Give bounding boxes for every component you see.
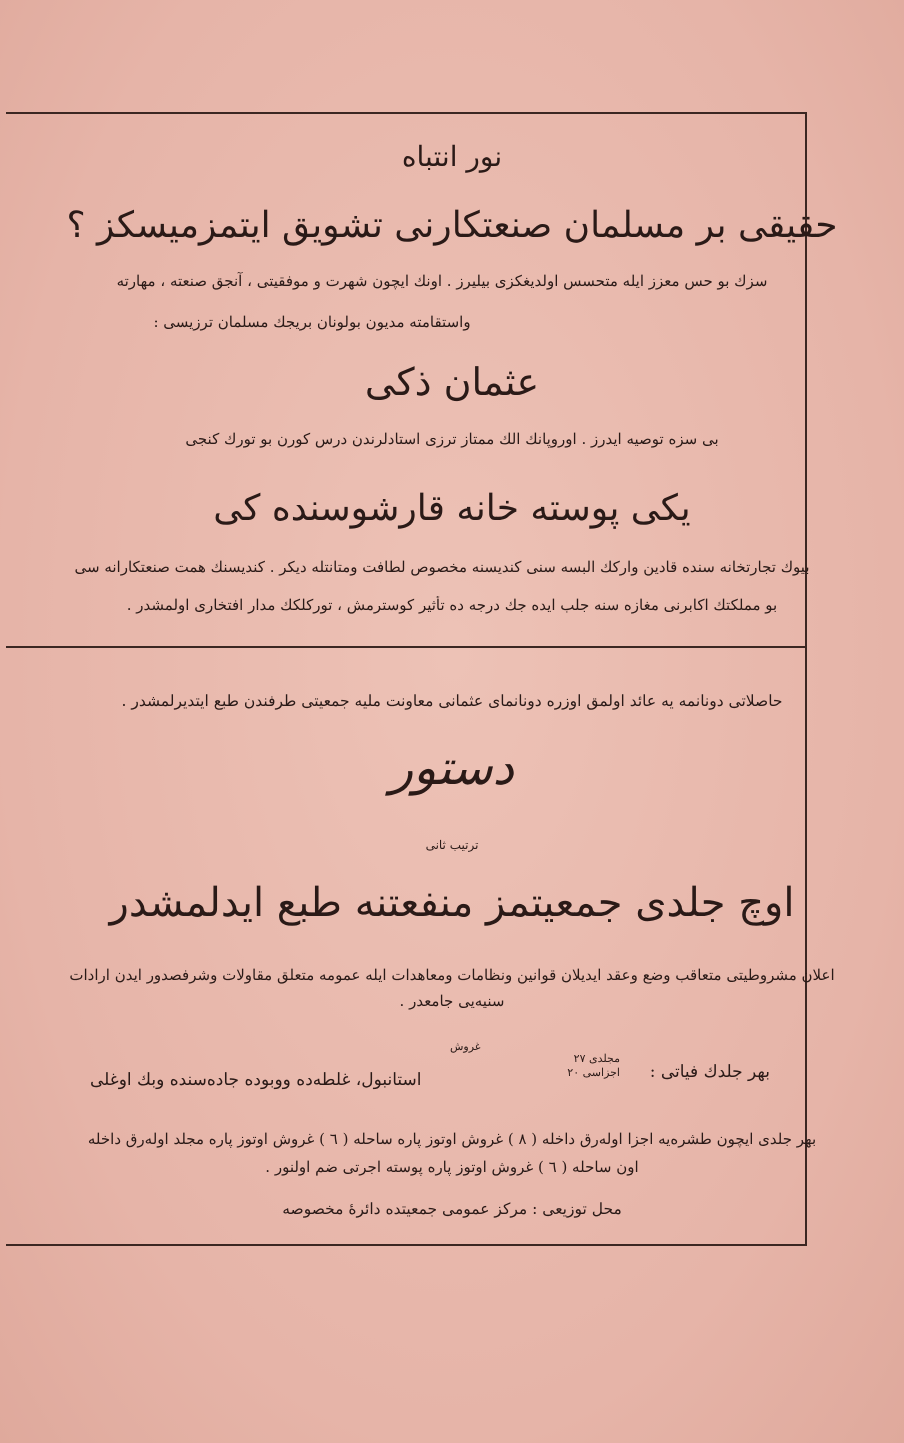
distribution-line: محل توزیعی : مركز عمومی جمعیتده دائرهٔ مخصوصه xyxy=(282,1200,622,1218)
ad-paragraph-line-1: سزك بو حس معزز ایله متحسس اولدیغكزی بیلیرز . اونك ایچون شهرت و موفقیتی ، آنجق صنعته ، مهارته xyxy=(116,272,768,290)
ad-heading: نور انتباه xyxy=(401,140,503,173)
price-bound: مجلدی ٢٧ xyxy=(573,1052,620,1065)
publisher-intro: حاصلاتی دونانمه‌ یه عائد اولمق اوزره دونانمای عثمانی معاونت ملیه جمعیتی طرفندن طبع ایتدیرلمشدر . xyxy=(121,692,783,710)
volumes-headline: اوچ جلدی جمعیتمز منفعتنه طبع ایدلمشدر xyxy=(109,880,795,926)
address-headline: یكی پوسته خانه قارشوسنده كی xyxy=(213,488,691,529)
recommendation-line: بی سزه توصیه ایدرز . اوروپانك الك ممتاز ترزی استادلرندن درس كورن بو تورك كنجی xyxy=(185,430,719,448)
ad-paragraph-line-2: واستقامته مدیون بولونان بریجك مسلمان ترزیسی : xyxy=(153,313,471,331)
price-label: بهر جلدك فیاتی : xyxy=(649,1062,770,1082)
price-values xyxy=(567,1052,620,1080)
store-address: استانبول، غلطه‌ده ووبوده جاده‌سنده وبك اوغلی xyxy=(90,1070,422,1090)
ad-paragraph2-line-1: بیوك تجارتخانه سنده قادین واركك البسه سنی كنديسنه مخصوص لطافت ومتانتله دیكر . كندیسنك همت صنعتكارانه سی xyxy=(74,558,810,576)
price-row xyxy=(90,1040,770,1102)
ad-paragraph2-line-2: بو مملكتك اكابرنی مغازه سنه جلب ایده جك درجه ده تأثیر كوسترمش ، توركلكك مدار افتخاری اولمشدر . xyxy=(126,596,778,614)
book-title-calligraphy: دستور xyxy=(389,740,515,796)
description-line-1: اعلان مشروطیتی متعاقب وضع وعقد ایدیلان قوانین ونظامات ومعاهدات ایله عمومه متعلق مقاولات وشرفصدور ایدن ارادات xyxy=(69,966,835,984)
kurus-label: غروش xyxy=(450,1040,481,1053)
edition-label: ترتیب ثانی xyxy=(425,838,479,852)
section-divider xyxy=(6,646,807,648)
description-line-2: سنیه‌یی جامعدر . xyxy=(399,992,505,1010)
shipping-line-2: اون ساحله ( ٦ ) غروش اوتوز پاره پوسته اجرتی ضم اولنور . xyxy=(265,1158,639,1176)
ad-question-headline: حقیقی بر مسلمان صنعتكارنی تشویق ایتمزمیسكز ؟ xyxy=(66,205,838,246)
shipping-line-1: بهر جلدی ایچون طشره‌یه اجزا اوله‌رق داخله ( ٨ ) غروش اوتوز پاره ساحله ( ٦ ) غروش اوتوز پاره مجلد اوله‌رق داخله xyxy=(87,1130,817,1148)
tailor-name: عثمان ذكی xyxy=(364,360,540,404)
price-parts: اجزاسی ٢٠ xyxy=(567,1066,620,1079)
